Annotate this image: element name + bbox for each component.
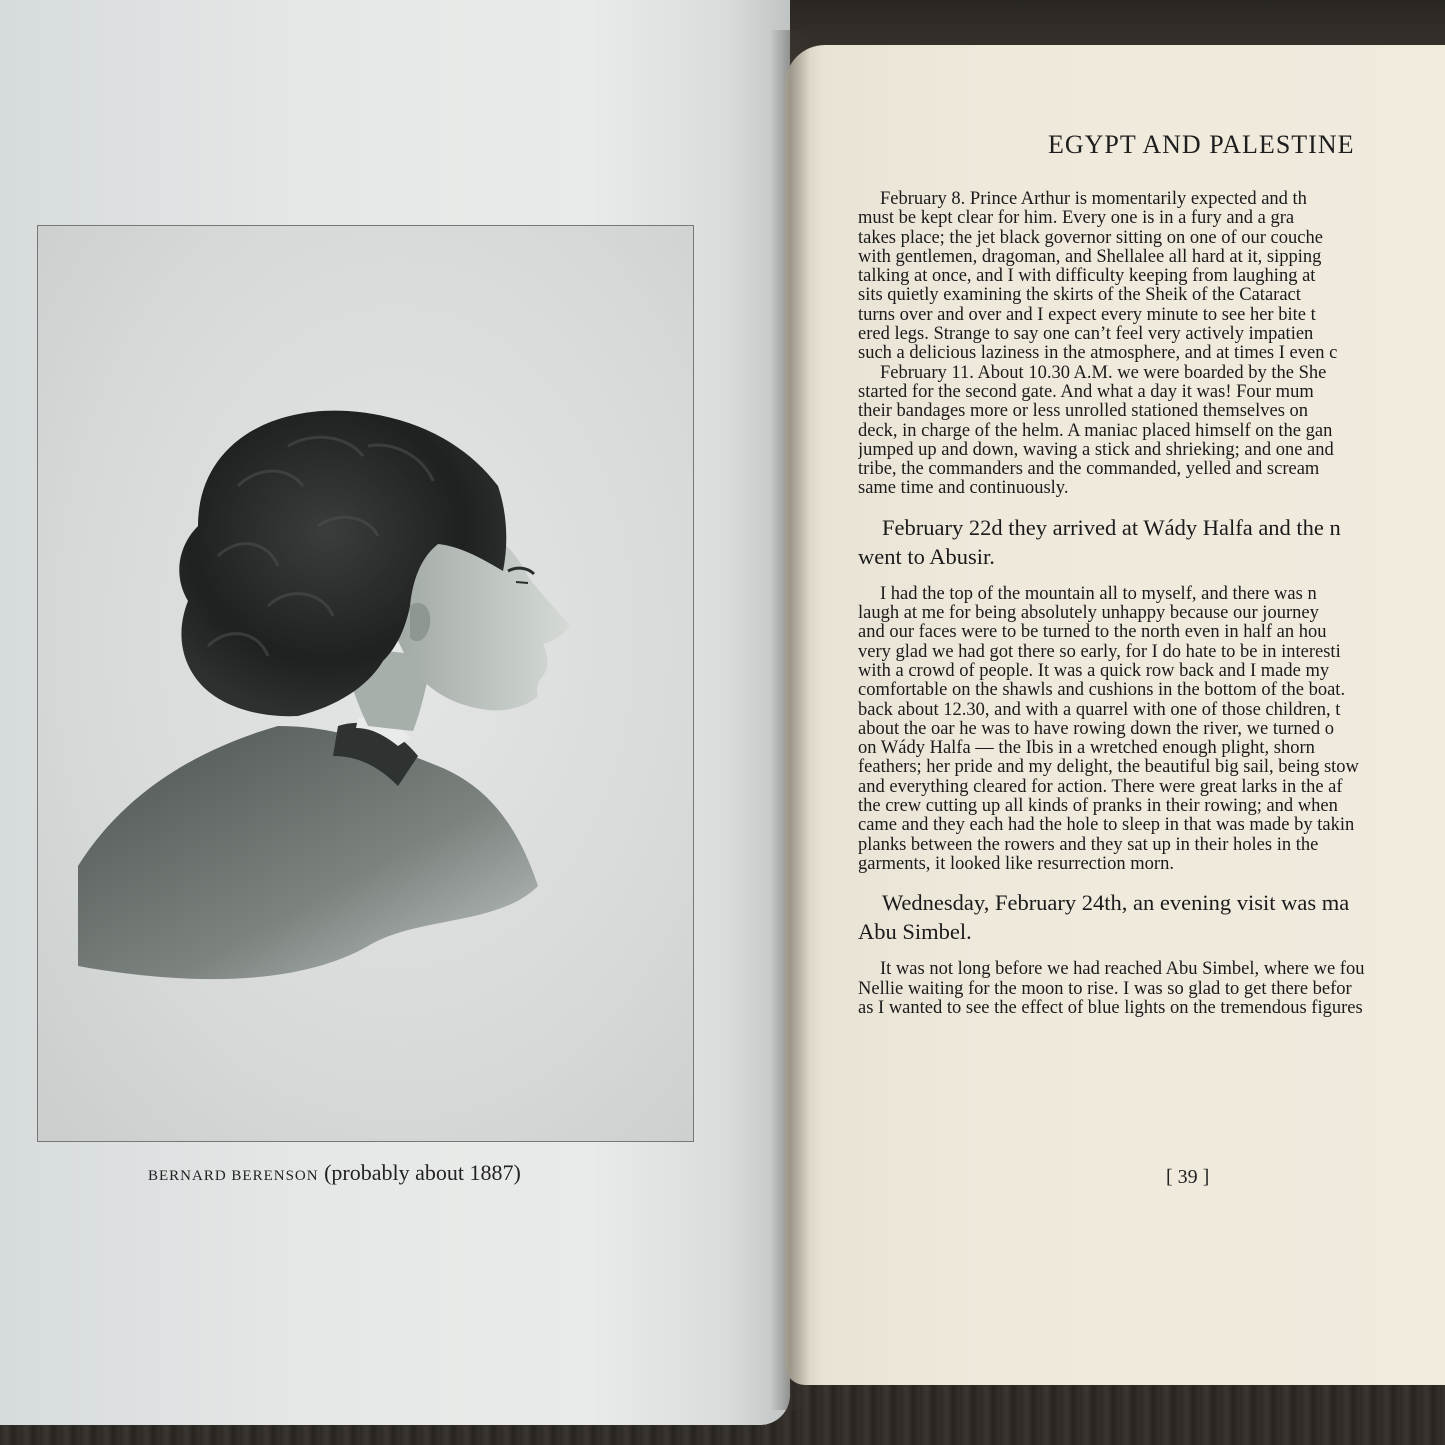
text-line: sits quietly examining the skirts of the Sheik of the Cataract — [858, 285, 1301, 306]
text-line: with a crowd of people. It was a quick row back and I made my — [858, 660, 1330, 681]
paragraph-abusir — [858, 585, 1445, 874]
text-line: I had the top of the mountain all to myself, and there was n — [880, 583, 1317, 604]
text-line: garments, it looked like resurrection morn. — [858, 853, 1174, 874]
text-line: February 11. About 10.30 A.M. we were boarded by the She — [880, 362, 1327, 383]
page-number: [ 39 ] — [1166, 1166, 1210, 1188]
portrait-photo — [37, 225, 694, 1142]
text-line: planks between the rowers and they sat up in their holes in the — [858, 834, 1319, 855]
text-line: such a delicious laziness in the atmosphere, and at times I even c — [858, 343, 1338, 364]
text-line: as I wanted to see the effect of blue lights on the tremendous figures — [858, 997, 1363, 1018]
text-line: laugh at me for being absolutely unhappy because our journey — [858, 603, 1319, 624]
text-line: same time and continuously. — [858, 478, 1069, 499]
text-line: tribe, the commanders and the commanded, yelled and scream — [858, 459, 1320, 480]
text-line: the crew cutting up all kinds of pranks in their rowing; and when — [858, 796, 1338, 817]
text-line: back about 12.30, and with a quarrel with one of those children, t — [858, 699, 1341, 720]
heading-line: Abu Simbel. — [858, 919, 972, 945]
heading-line: February 22d they arrived at Wády Halfa and the n — [882, 514, 1341, 540]
text-line: February 8. Prince Arthur is momentarily expected and th — [880, 190, 1307, 209]
section-heading-abu-simbel — [858, 888, 1445, 946]
caption-note: (probably about 1887) — [324, 1160, 521, 1185]
paragraph-february-11 — [858, 364, 1445, 499]
text-line: started for the second gate. And what a day it was! Four mum — [858, 381, 1314, 402]
section-heading-wady-halfa — [858, 513, 1445, 571]
paragraph-abu-simbel — [858, 960, 1445, 1018]
text-line: on Wády Halfa — the Ibis in a wretched enough plight, shorn — [858, 738, 1315, 759]
text-line: Nellie waiting for the moon to rise. I was so glad to get there befor — [858, 978, 1352, 999]
text-line: ered legs. Strange to say one can’t feel very actively impatien — [858, 324, 1314, 345]
text-line: comfortable on the shawls and cushions in the bottom of the boat. — [858, 680, 1346, 701]
page-text — [858, 190, 1445, 1018]
text-line: about the oar he was to have rowing down the river, we turned o — [858, 718, 1335, 739]
text-line: turns over and over and I expect every minute to see her bite t — [858, 304, 1316, 325]
heading-line: went to Abusir. — [858, 543, 995, 569]
text-line: takes place; the jet black governor sitting on one of our couche — [858, 227, 1323, 248]
photo-caption — [148, 1160, 708, 1186]
text-line: It was not long before we had reached Abu Simbel, where we fou — [880, 959, 1365, 980]
caption-name: BERNARD BERENSON — [148, 1168, 319, 1184]
paragraph-february-8 — [858, 190, 1445, 364]
text-line: came and they each had the hole to sleep in that was made by takin — [858, 815, 1355, 836]
text-line: with gentlemen, dragoman, and Shellalee all hard at it, sipping — [858, 246, 1322, 267]
text-line: feathers; her pride and my delight, the beautiful big sail, being stow — [858, 757, 1359, 778]
text-line: their bandages more or less unrolled stationed themselves on — [858, 401, 1309, 422]
text-line: very glad we had got there so early, for I do hate to be in interesti — [858, 641, 1341, 662]
text-line: jumped up and down, waving a stick and shrieking; and one and — [858, 439, 1334, 460]
text-line: must be kept clear for him. Every one is in a fury and a gra — [858, 208, 1295, 229]
portrait-profile-photo-icon — [38, 226, 693, 1141]
text-line: talking at once, and I with difficulty keeping from laughing at — [858, 266, 1316, 287]
running-head: EGYPT AND PALESTINE — [1048, 130, 1355, 159]
text-line: and everything cleared for action. There were great larks in the af — [858, 776, 1343, 797]
heading-line: Wednesday, February 24th, an evening visit was ma — [882, 890, 1350, 916]
text-line: and our faces were to be turned to the north even in half an hou — [858, 622, 1327, 643]
book-gutter — [770, 30, 810, 1410]
text-line: deck, in charge of the helm. A maniac placed himself on the gan — [858, 420, 1333, 441]
